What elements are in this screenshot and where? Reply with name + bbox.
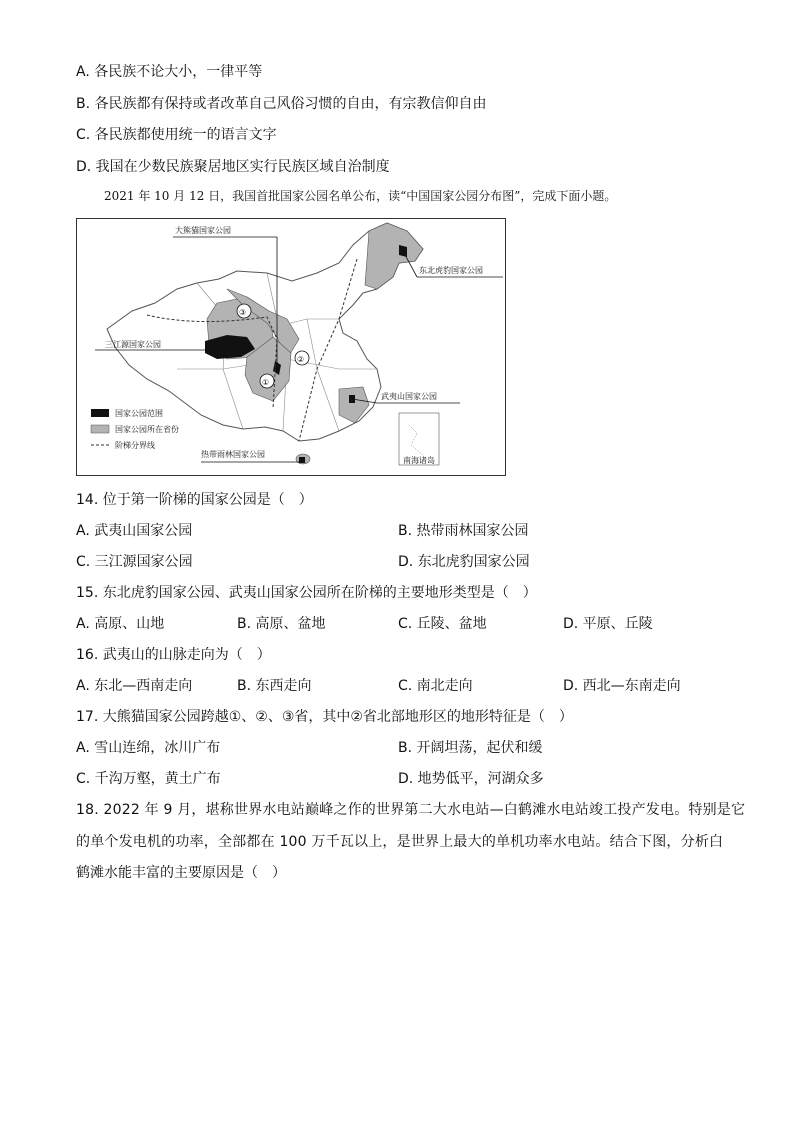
q17-option-c: C. 千沟万壑，黄土广布 <box>76 771 221 787</box>
map-svg <box>77 219 505 475</box>
q17-option-d: D. 地势低平，河湖众多 <box>398 771 544 787</box>
legend-park-swatch <box>91 409 109 417</box>
q14-option-a: A. 武夷山国家公园 <box>76 523 193 539</box>
q16-option-a: A. 东北—西南走向 <box>76 678 193 694</box>
q15-option-c: C. 丘陵、盆地 <box>398 616 487 632</box>
label-tiger-park: 东北虎豹国家公园 <box>419 266 483 275</box>
q14-option-c: C. 三江源国家公园 <box>76 554 193 570</box>
mark-3: ③ <box>239 308 247 317</box>
q16-option-d: D. 西北—东南走向 <box>563 678 681 694</box>
prev-option-d: D. 我国在少数民族聚居地区实行民族区域自治制度 <box>76 159 390 175</box>
legend-province: 国家公园所在省份 <box>115 425 179 434</box>
inset-label: 南海诸岛 <box>403 456 435 465</box>
q14-option-b: B. 热带雨林国家公园 <box>398 523 529 539</box>
q15-option-b: B. 高原、盆地 <box>237 616 326 632</box>
q16-option-b: B. 东西走向 <box>237 678 312 694</box>
label-panda-park: 大熊猫国家公园 <box>175 226 231 235</box>
q14-stem: 14. 位于第一阶梯的国家公园是（ ） <box>76 492 313 508</box>
q17-option-b: B. 开阔坦荡，起伏和缓 <box>398 740 543 756</box>
q18-line-2: 的单个发电机的功率，全部都在 100 万千瓦以上，是世界上最大的单机功率水电站。结合下图，分析白 <box>76 834 724 850</box>
national-park-map <box>76 218 506 476</box>
q15-option-d: D. 平原、丘陵 <box>563 616 653 632</box>
q15-stem: 15. 东北虎豹国家公园、武夷山国家公园所在阶梯的主要地形类型是（ ） <box>76 585 537 601</box>
prev-option-b: B. 各民族都有保持或者改革自己风俗习惯的自由，有宗教信仰自由 <box>76 96 487 112</box>
mark-2: ② <box>297 355 305 364</box>
q18-line-3: 鹤滩水能丰富的主要原因是（ ） <box>76 865 286 881</box>
q18-line-1: 18. 2022 年 9 月，堪称世界水电站巅峰之作的世界第二大水电站—白鹤滩水电站竣工投产发电。特别是它 <box>76 802 746 818</box>
q17-stem: 17. 大熊猫国家公园跨越①、②、③省，其中②省北部地形区的地形特征是（ ） <box>76 709 573 725</box>
map-intro: 2021 年 10 月 12 日，我国首批国家公园名单公布，读“中国国家公园分布图”，完成下面小题。 <box>104 189 617 203</box>
q16-option-c: C. 南北走向 <box>398 678 473 694</box>
legend-park-range: 国家公园范围 <box>115 409 163 418</box>
northeast-province-shading <box>365 223 423 289</box>
label-sanjiangyuan-park: 三江源国家公园 <box>105 340 161 349</box>
prev-option-c: C. 各民族都使用统一的语言文字 <box>76 127 277 143</box>
legend-step-line: 阶梯分界线 <box>115 441 155 450</box>
mark-1: ① <box>262 378 270 387</box>
q16-stem: 16. 武夷山的山脉走向为（ ） <box>76 647 271 663</box>
q14-option-d: D. 东北虎豹国家公园 <box>398 554 530 570</box>
legend-province-swatch <box>91 425 109 433</box>
label-rainforest-park: 热带雨林国家公园 <box>201 450 265 459</box>
label-wuyi-park: 武夷山国家公园 <box>381 392 437 401</box>
q15-option-a: A. 高原、山地 <box>76 616 165 632</box>
prev-option-a: A. 各民族不论大小，一律平等 <box>76 64 263 80</box>
q17-option-a: A. 雪山连绵，冰川广布 <box>76 740 221 756</box>
